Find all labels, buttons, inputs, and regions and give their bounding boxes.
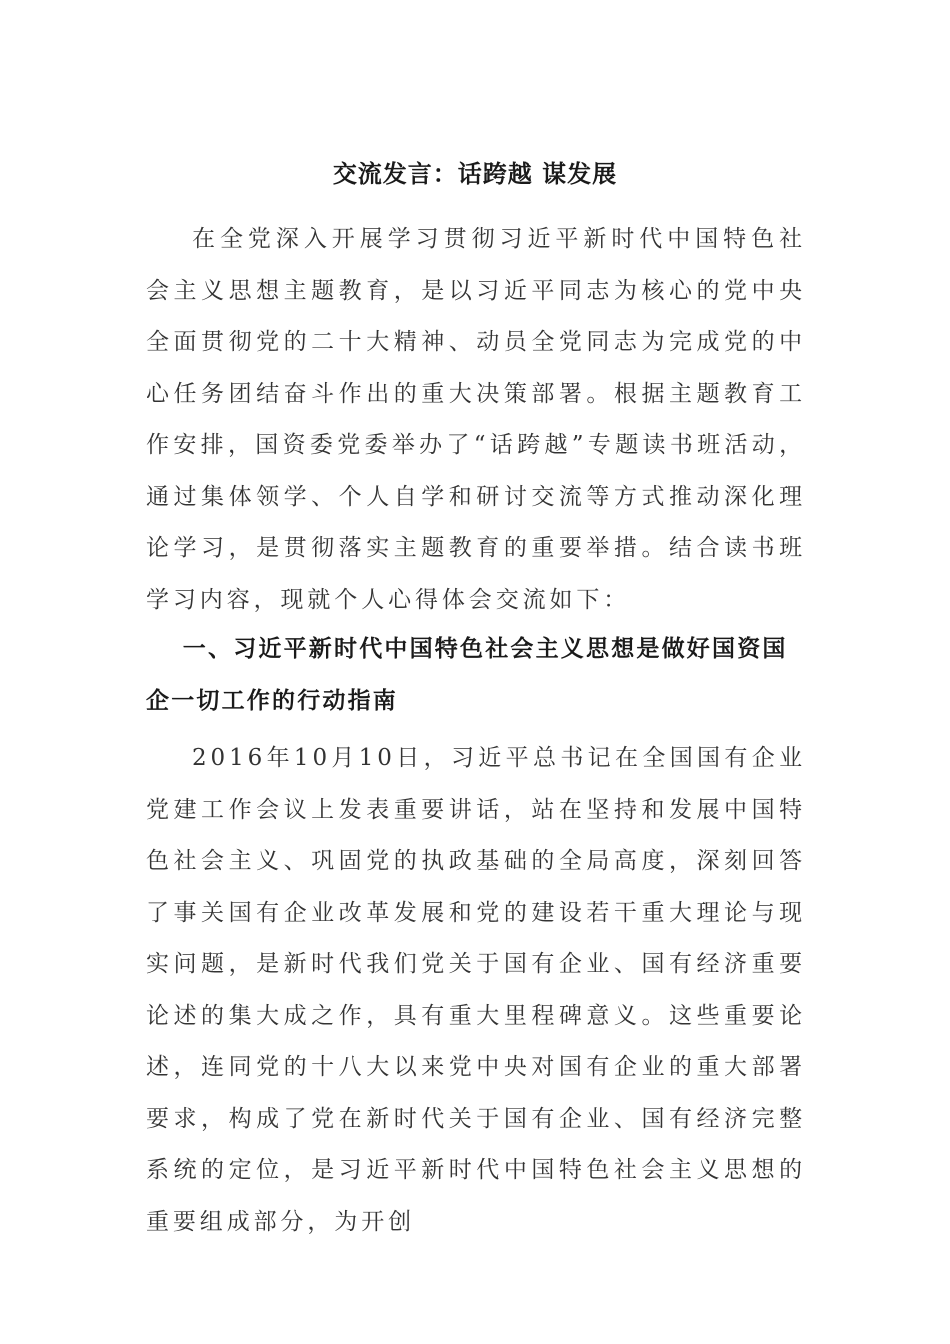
paragraph-section-1: 2016年10月10日，习近平总书记在全国国有企业党建工作会议上发表重要讲话，站在坚持和发展中国特色社会主义、巩固党的执政基础的全局高度，深刻回答了事关国有企业改革发展和党的建设若干重大理论与现实问题，是新时代我们党关于国有企业、国有经济重要论述的集大成之作，具有重大里程碑意义。这些重要论述，连同党的十八大以来党中央对国有企业的重大部署要求，构成了党在新时代关于国有企业、国有经济完整系统的定位，是习近平新时代中国特色社会主义思想的重要组成部分，为开创 bbox=[146, 745, 806, 1235]
section-heading-1: 一、习近平新时代中国特色社会主义思想是做好国资国企一切工作的行动指南 bbox=[146, 636, 788, 714]
document-title: 交流发言：话跨越 谋发展 bbox=[332, 159, 618, 188]
paragraph-intro: 在全党深入开展学习贯彻习近平新时代中国特色社会主义思想主题教育，是以习近平同志为核心的党中央全面贯彻党的二十大精神、动员全党同志为完成党的中心任务团结奋斗作出的重大决策部署。根据主题教育工作安排，国资委党委举办了“话跨越”专题读书班活动，通过集体领学、个人自学和研讨交流等方式推动深化理论学习，是贯彻落实主题教育的重要举措。结合读书班学习内容，现就个人心得体会交流如下： bbox=[146, 226, 806, 613]
